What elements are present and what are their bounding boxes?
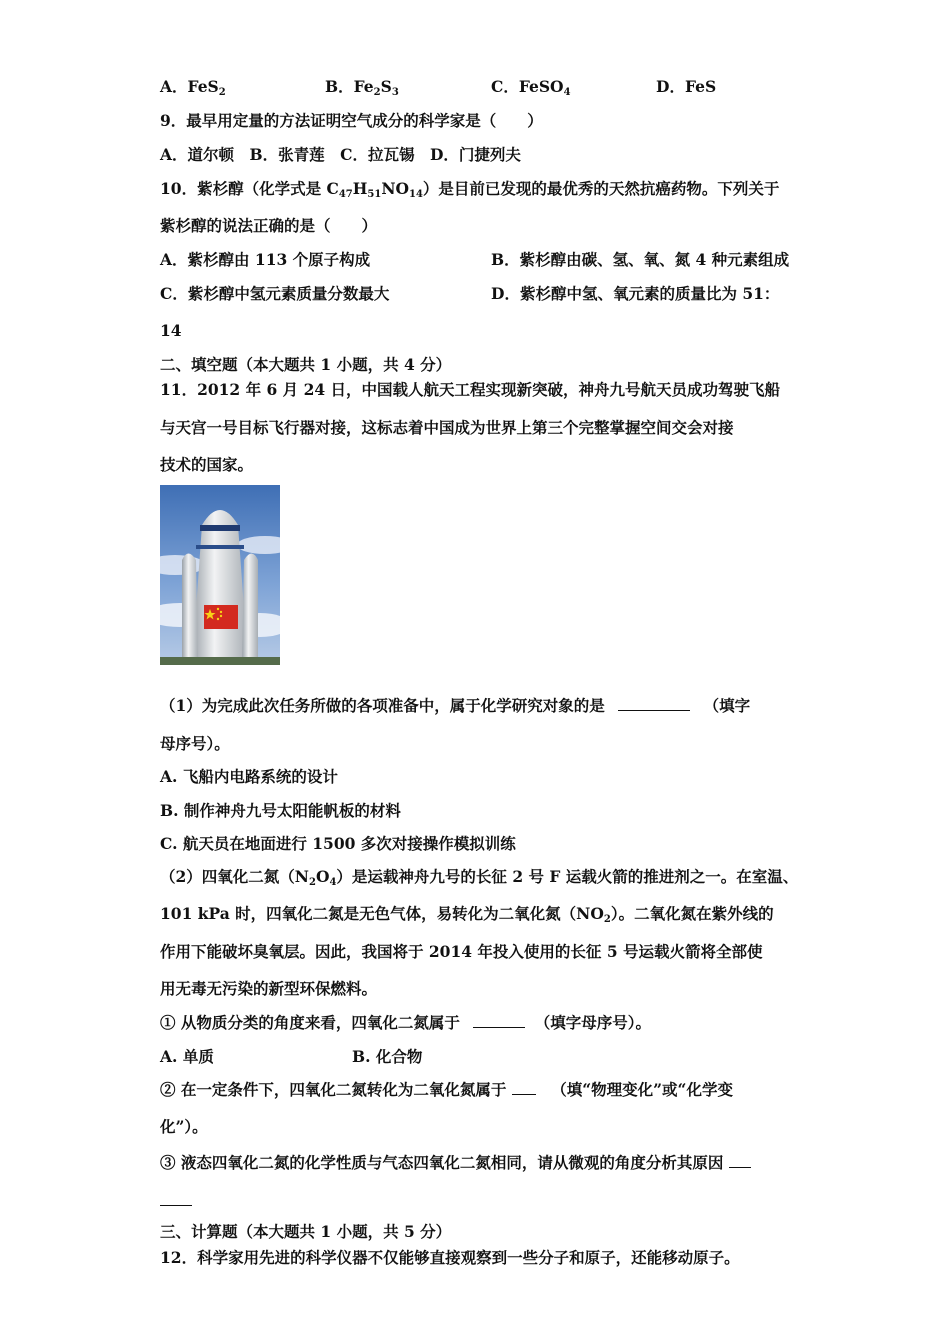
q11-sub3-stem: ③ 液态四氧化二氮的化学性质与气态四氧化二氮相同，请从微观的角度分析其原因 [160,1153,751,1173]
q11-sub1-option-b: B. 化合物 [352,1047,423,1066]
q10-stem: 10．紫杉醇（化学式是 $C_{47}H_{51}NO_{14}$）是目前已发现的最优秀的天然抗癌药物。下列关于 [160,179,780,200]
q8-option-b: B．$Fe_2S_3$ [325,77,399,98]
q11-part2-line1: （2）四氧化二氮$(N_2O_4)$是运载神舟九号的长征 2 号 F 运载火箭的推进剂之一。在室温、 [160,867,799,888]
answer-blank-4a[interactable] [729,1153,751,1168]
q12-line1: 12．科学家用先进的科学仪器不仅能够直接观察到一些分子和原子，还能移动原子。 [160,1248,740,1267]
q11-part1-option-a: A. 飞船内电路系统的设计 [160,767,338,786]
q10-option-d: D．紫杉醇中氢、氧元素的质量比为 51： [491,284,780,303]
q10-stem-line2: 紫杉醇的说法正确的是（ ） [160,216,378,235]
q8-option-c: C．FeSO$_4$ [491,77,571,98]
q10-option-d-cont: 14 [160,321,182,340]
answer-blank-3[interactable] [512,1080,536,1095]
q11-sub1-stem: ① 从物质分类的角度来看，四氧化二氮属于 （填字母序号）。 [160,1013,651,1032]
q11-line2: 与天宫一号目标飞行器对接，这标志着中国成为世界上第三个完整掌握空间交会对接 [160,418,734,437]
q11-part2-line4: 用无毒无污染的新型环保燃料。 [160,979,378,998]
q11-part1-option-c: C. 航天员在地面进行 1500 多次对接操作模拟训练 [160,834,516,853]
q8-options [160,77,760,97]
q11-part2-line2: 101 kPa 时，四氧化二氮是无色气体，易转化为二氧化氮$(NO_2)$。二氧化氮在紫外线的 [160,904,774,925]
q9-options: A．道尔顿 B．张青莲 C．拉瓦锡 D．门捷列夫 [160,145,521,164]
rocket-photo [160,485,280,665]
section-2-heading: 二、填空题（本大题共 1 小题，共 4 分） [160,355,452,374]
answer-blank-1[interactable] [618,696,690,711]
q11-part1-stem-cont: 母序号）。 [160,734,230,753]
q10-option-a: A．紫杉醇由 113 个原子构成 [160,250,371,269]
q11-sub1-option-a: A. 单质 [160,1047,214,1066]
answer-blank-2[interactable] [473,1013,525,1028]
q10-option-c: C．紫杉醇中氢元素质量分数最大 [160,284,390,303]
section-3-heading: 三、计算题（本大题共 1 小题，共 5 分） [160,1222,452,1241]
q11-sub2-stem: ② 在一定条件下，四氧化二氮转化为二氧化氮属于 （填“物理变化”或“化学变 [160,1080,733,1099]
q11-part2-line3: 作用下能破坏臭氧层。因此，我国将于 2014 年投入使用的长征 5 号运载火箭将全部使 [160,942,763,961]
q10-option-b: B．紫杉醇由碳、氢、氧、氮 4 种元素组成 [491,250,790,269]
q11-line3: 技术的国家。 [160,455,254,474]
q9-stem: 9．最早用定量的方法证明空气成分的科学家是（ ） [160,111,543,130]
q8-option-d: D．FeS [656,77,717,96]
q11-sub2-stem-cont: 化”）。 [160,1117,208,1136]
q11-part1-option-b: B. 制作神舟九号太阳能帆板的材料 [160,801,401,820]
answer-blank-4b[interactable] [160,1191,192,1206]
q8-option-a: A．FeS$_2$ [160,77,226,98]
q11-line1: 11．2012 年 6 月 24 日，中国载人航天工程实现新突破，神舟九号航天员成功驾驶飞船 [160,380,781,399]
q11-part1-stem: （1）为完成此次任务所做的各项准备中，属于化学研究对象的是 （填字 [160,696,751,715]
